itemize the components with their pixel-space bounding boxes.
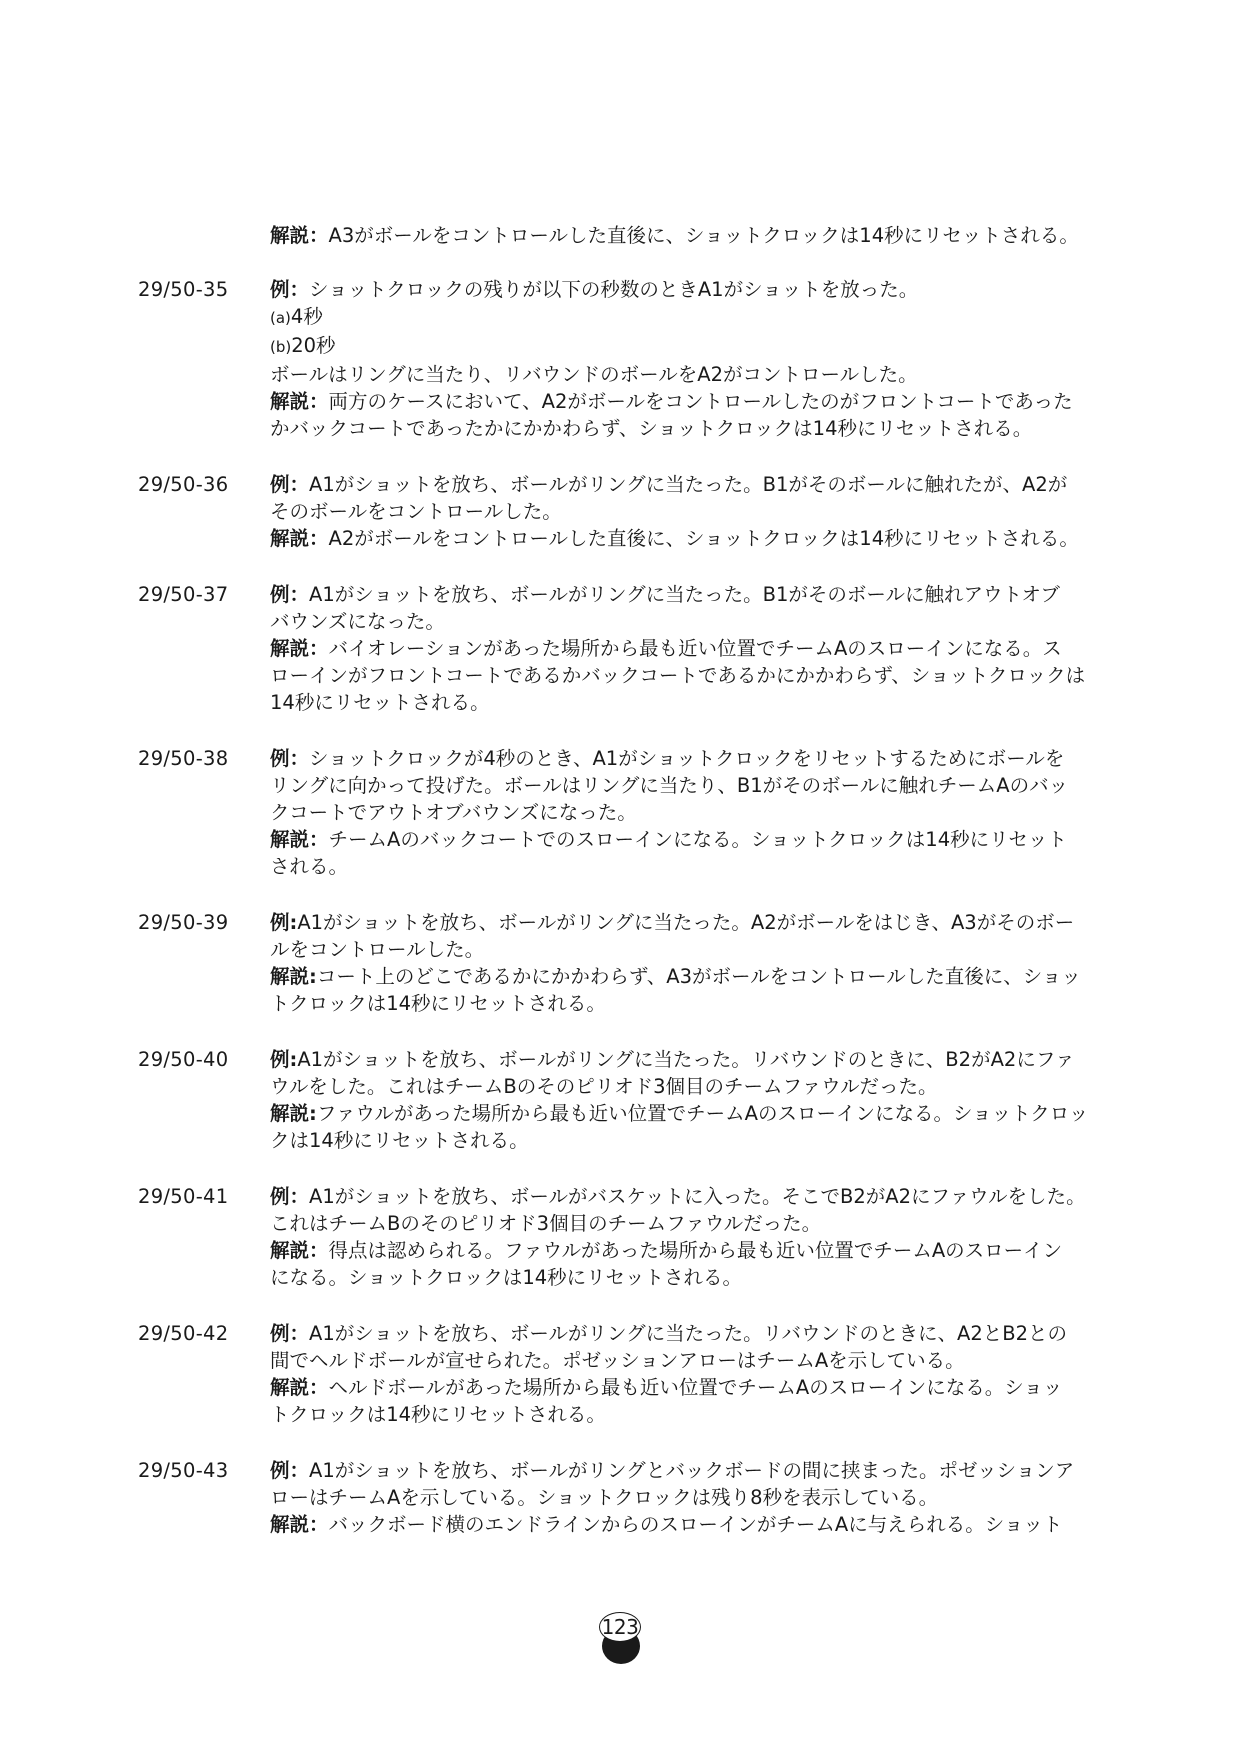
entry-line	[270, 303, 1138, 332]
entry-id: 29/50-40	[138, 1048, 229, 1071]
entry-line	[270, 1511, 1138, 1538]
entry-tag: 解説：	[270, 527, 329, 550]
entry-text: 得点は認められる。ファウルがあった場所から最も近い位置でチームAのスローイン	[328, 1239, 1063, 1262]
entry-line	[270, 1457, 1138, 1484]
entry-text: ショットクロックが4秒のとき、A1がショットクロックをリセットするためにボールを	[309, 747, 1065, 770]
entry-line	[270, 1320, 1138, 1347]
entry-line	[270, 525, 1138, 552]
entry-tag: 例：	[270, 1185, 310, 1208]
entry-line	[270, 689, 1138, 716]
entry-tag: 例：	[270, 1322, 310, 1345]
entry-text: ウルをした。これはチームBのそのピリオド3個目のチームファウルだった。	[270, 1075, 938, 1098]
entry-tag: 解説:	[270, 965, 317, 988]
page-number-label: 123	[599, 1612, 641, 1642]
entry-line	[270, 1210, 1138, 1237]
entry-body	[270, 1457, 1138, 1538]
entry-tag: 例:	[270, 911, 298, 934]
entry-text: ショットクロックの残りが以下の秒数のときA1がショットを放った。	[309, 278, 919, 301]
entry-text: 間でヘルドボールが宣せられた。ポゼッションアローはチームAを示している。	[270, 1349, 965, 1372]
page-number	[599, 1612, 641, 1670]
entry	[138, 909, 1138, 1017]
entry-tag: 解説：	[270, 1376, 329, 1399]
case-label: (b)	[270, 338, 292, 356]
entry-body	[270, 1046, 1138, 1154]
entry-text: そのボールをコントロールした。	[270, 500, 562, 523]
entry-tag: 解説：	[270, 1513, 329, 1536]
entry-id: 29/50-41	[138, 1185, 229, 1208]
entry	[138, 1183, 1138, 1291]
entry-line	[270, 608, 1138, 635]
entry-text: チームAのバックコートでのスローインになる。ショットクロックは14秒にリセット	[328, 828, 1067, 851]
entry-line	[270, 332, 1138, 361]
entry-text: A1がショットを放ち、ボールがリングに当たった。B1がそのボールに触れアウトオブ	[309, 583, 1060, 606]
entry	[138, 1320, 1138, 1428]
entry-tag: 例：	[270, 1459, 310, 1482]
entry-tag: 解説：	[270, 1239, 329, 1262]
entry-id: 29/50-37	[138, 583, 229, 606]
entry-id: 29/50-43	[138, 1459, 229, 1482]
entry-body	[270, 471, 1138, 552]
entry-line	[270, 1484, 1138, 1511]
entry	[138, 745, 1138, 880]
entry	[138, 276, 1138, 442]
entry-line	[270, 1073, 1138, 1100]
entry-text: ファウルがあった場所から最も近い位置でチームAのスローインになる。ショットクロッ	[316, 1102, 1089, 1125]
entry-tag: 例:	[270, 1048, 298, 1071]
entry	[138, 1046, 1138, 1154]
entry-text: これはチームBのそのピリオド3個目のチームファウルだった。	[270, 1212, 822, 1235]
entry-text: 14秒にリセットされる。	[270, 691, 490, 714]
entry-line	[270, 936, 1138, 963]
entry-body	[270, 581, 1138, 716]
entry	[138, 1457, 1138, 1538]
entry-text: トクロックは14秒にリセットされる。	[270, 1403, 606, 1426]
entry-line	[270, 909, 1138, 936]
entry-text: A1がショットを放ち、ボールがリングに当たった。リバウンドのときに、B2がA2にファ	[297, 1048, 1075, 1071]
entry-text: A2がボールをコントロールした直後に、ショットクロックは14秒にリセットされる。	[328, 527, 1079, 550]
entry-tag: 例：	[270, 473, 310, 496]
entry-line	[270, 826, 1138, 853]
entry-text: トクロックは14秒にリセットされる。	[270, 992, 606, 1015]
page-content	[138, 222, 1138, 1567]
explanation-tag: 解説：	[270, 224, 329, 247]
entry-id: 29/50-35	[138, 278, 229, 301]
entry-id: 29/50-39	[138, 911, 229, 934]
entry-text: 両方のケースにおいて、A2がボールをコントロールしたのがフロントコートであった	[328, 390, 1073, 413]
entry-body	[270, 745, 1138, 880]
entry-id: 29/50-42	[138, 1322, 229, 1345]
entry-line	[270, 662, 1138, 689]
entry-line	[270, 853, 1138, 880]
entry-line	[270, 361, 1138, 388]
entry-id: 29/50-38	[138, 747, 229, 770]
entry-text: かバックコートであったかにかかわらず、ショットクロックは14秒にリセットされる。	[270, 417, 1033, 440]
entry-id: 29/50-36	[138, 473, 229, 496]
entry-text: バックボード横のエンドラインからのスローインがチームAに与えられる。ショット	[328, 1513, 1063, 1536]
entry-line	[270, 799, 1138, 826]
entry-tag: 例：	[270, 747, 310, 770]
entry-tag: 例：	[270, 583, 310, 606]
entry-text: される。	[270, 855, 349, 878]
entry-line	[270, 1347, 1138, 1374]
entry-text: クは14秒にリセットされる。	[270, 1129, 529, 1152]
entry-text: 4秒	[290, 305, 323, 328]
entry-text: コート上のどこであるかにかかわらず、A3がボールをコントロールした直後に、ショッ	[316, 965, 1081, 988]
entry-text: バウンズになった。	[270, 610, 445, 633]
entry-text: ヘルドボールがあった場所から最も近い位置でチームAのスローインになる。ショッ	[328, 1376, 1063, 1399]
entry-line	[270, 990, 1138, 1017]
entry-text: A1がショットを放ち、ボールがリングとバックボードの間に挟まった。ポゼッションア	[309, 1459, 1075, 1482]
entry-tag: 解説：	[270, 390, 329, 413]
entry-line	[270, 498, 1138, 525]
entry-text: A1がショットを放ち、ボールがリングに当たった。A2がボールをはじき、A3がそのボー	[297, 911, 1075, 934]
explanation-text: A3がボールをコントロールした直後に、ショットクロックは14秒にリセットされる。	[328, 224, 1079, 247]
entry-line	[270, 963, 1138, 990]
entry-line	[270, 415, 1138, 442]
entry-text: バイオレーションがあった場所から最も近い位置でチームAのスローインになる。ス	[328, 637, 1062, 660]
entry-line	[270, 1374, 1138, 1401]
entry-tag: 解説：	[270, 637, 329, 660]
entry-tag: 解説:	[270, 1102, 317, 1125]
entry-text: ルをコントロールした。	[270, 938, 485, 961]
intro-explanation	[270, 222, 1138, 249]
entry-text: クコートでアウトオブバウンズになった。	[270, 801, 637, 824]
entry	[138, 581, 1138, 716]
entry-line	[270, 635, 1138, 662]
entry-body	[270, 1320, 1138, 1428]
entry-body	[270, 276, 1138, 442]
entry-line	[270, 1183, 1138, 1210]
entry-text: ボールはリングに当たり、リバウンドのボールをA2がコントロールした。	[270, 363, 918, 386]
entry-line	[270, 1046, 1138, 1073]
entry-text: になる。ショットクロックは14秒にリセットされる。	[270, 1266, 742, 1289]
entry	[138, 471, 1138, 552]
entry-text: A1がショットを放ち、ボールがリングに当たった。リバウンドのときに、A2とB2との	[309, 1322, 1068, 1345]
entry-body	[270, 909, 1138, 1017]
entry-text: A1がショットを放ち、ボールがリングに当たった。B1がそのボールに触れたが、A2が	[309, 473, 1068, 496]
entry-body	[270, 1183, 1138, 1291]
entry-tag: 例：	[270, 278, 310, 301]
entry-line	[270, 1264, 1138, 1291]
entry-text: A1がショットを放ち、ボールがバスケットに入った。そこでB2がA2にファウルをした。	[309, 1185, 1086, 1208]
entry-line	[270, 276, 1138, 303]
entries-list	[138, 276, 1138, 1538]
case-label: (a)	[270, 309, 291, 327]
entry-line	[270, 1127, 1138, 1154]
entry-line	[270, 581, 1138, 608]
entry-tag: 解説：	[270, 828, 329, 851]
entry-line	[270, 388, 1138, 415]
entry-line	[270, 1100, 1138, 1127]
entry-line	[270, 1401, 1138, 1428]
entry-text: リングに向かって投げた。ボールはリングに当たり、B1がそのボールに触れチームAのバッ	[270, 774, 1069, 797]
entry-line	[270, 745, 1138, 772]
entry-text: ローインがフロントコートであるかバックコートであるかにかかわらず、ショットクロックは	[270, 664, 1086, 687]
entry-line	[270, 772, 1138, 799]
entry-text: 20秒	[291, 334, 336, 357]
entry-line	[270, 471, 1138, 498]
entry-line	[270, 1237, 1138, 1264]
entry-text: ローはチームAを示している。ショットクロックは残り8秒を表示している。	[270, 1486, 939, 1509]
